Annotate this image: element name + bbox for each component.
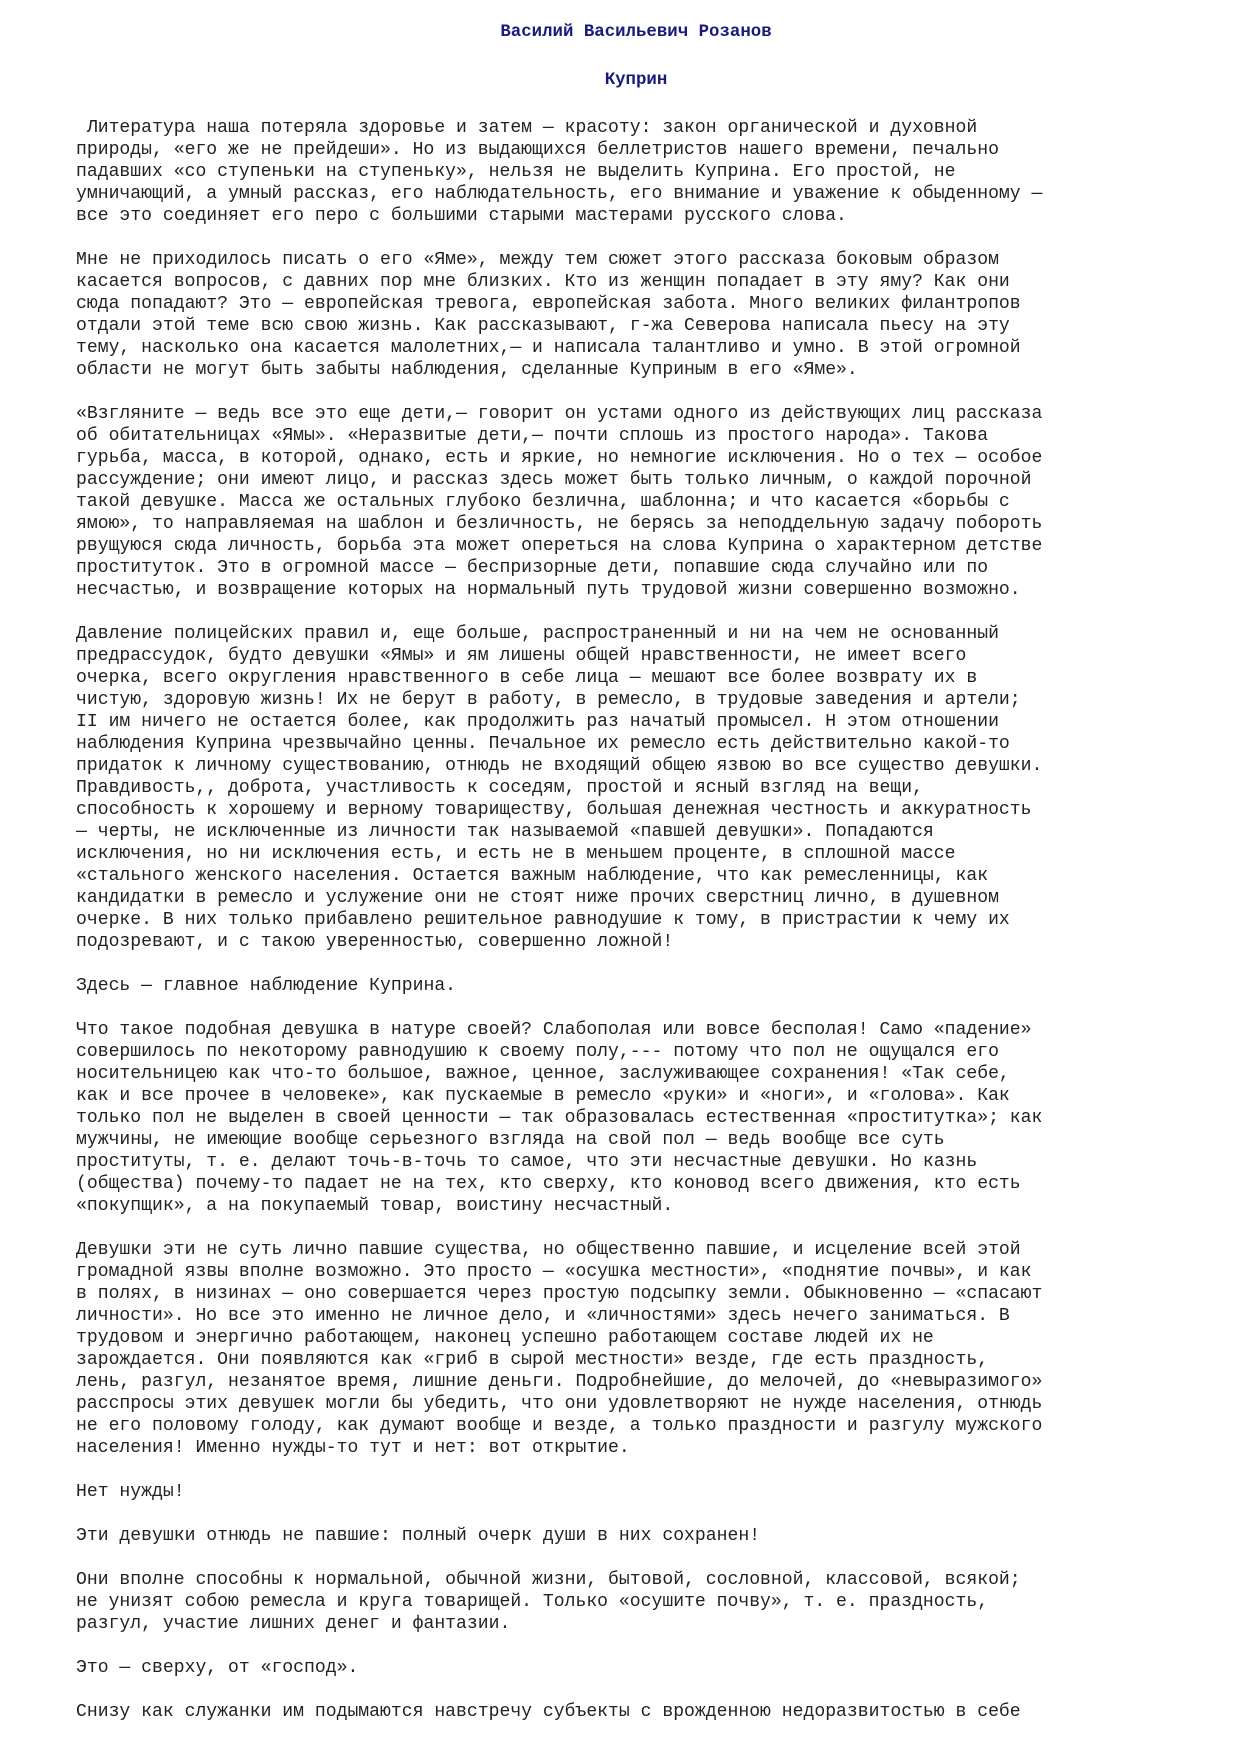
text-line: способность к хорошему и верному товариществу, большая денежная честность и аккуратность <box>76 800 1032 820</box>
text-line: сюда попадают? Это — европейская тревога, европейская забота. Много великих филантропов <box>76 294 1021 314</box>
text-line: проституты, т. е. делают точь-в-точь то самое, что эти несчастные девушки. Но казнь <box>76 1152 978 1172</box>
text-line: Эти девушки отнюдь не павшие: полный очерк души в них сохранен! <box>76 1526 761 1546</box>
paragraph <box>76 403 1186 601</box>
text-line: области не могут быть забыты наблюдения, сделанные Куприным в его «Яме». <box>76 360 858 380</box>
text-line: отдали этой теме всю свою жизнь. Как рассказывают, г-жа Северова написала пьесу на эту <box>76 316 1010 336</box>
text-line: (общества) почему-то падает не на тех, кто сверху, кто коновод всего движения, кто есть <box>76 1174 1021 1194</box>
text-line: об обитательницах «Ямы». «Неразвитые дети,— почти сплошь из простого народа». Такова <box>76 426 989 446</box>
text-line: «стального женского населения. Остается важным наблюдение, что как ремесленницы, как <box>76 866 989 886</box>
text-line: несчастью, и возвращение которых на нормальный путь трудовой жизни совершенно возможно. <box>76 580 1021 600</box>
text-line: очерке. В них только прибавлено решительное равнодушие к тому, в пристрастии к чему их <box>76 910 1010 930</box>
paragraph <box>76 1525 1186 1547</box>
text-line: «Взгляните — ведь все это еще дети,— говорит он устами одного из действующих лиц рассказа <box>76 404 1043 424</box>
text-line: тему, насколько она касается малолетних,— и написала талантливо и умно. В этой огромной <box>76 338 1021 358</box>
paragraph <box>76 1239 1186 1459</box>
text-line: Они вполне способны к нормальной, обычной жизни, бытовой, сословной, классовой, всякой; <box>76 1570 1021 1590</box>
text-line: лень, разгул, незанятое время, лишние деньги. Подробнейшие, до мелочей, до «невыразимого» <box>76 1372 1043 1392</box>
author-name: Василий Васильевич Розанов <box>500 23 772 42</box>
text-line: Это — сверху, от «господ». <box>76 1658 359 1678</box>
text-line: умничающий, а умный рассказ, его наблюдательность, его внимание и уважение к обыденному — <box>76 184 1043 204</box>
text-line: зарождается. Они появляются как «гриб в сырой местности» везде, где есть праздность, <box>76 1350 989 1370</box>
text-line: «покупщик», а на покупаемый товар, воистину несчастный. <box>76 1196 674 1216</box>
text-line: придаток к личному существованию, отнюдь не входящий общею язвою во все существо девушки. <box>76 756 1043 776</box>
document-page <box>76 22 1186 1745</box>
text-line: Девушки эти не суть лично павшие существа, но общественно павшие, и исцеление всей этой <box>76 1240 1021 1260</box>
text-line: предрассудок, будто девушки «Ямы» и ям лишены общей нравственности, не имеет всего <box>76 646 967 666</box>
text-line: все это соединяет его перо с большими старыми мастерами русского слова. <box>76 206 847 226</box>
text-line: природы, «его же не прейдеши». Но из выдающихся беллетристов нашего времени, печально <box>76 140 999 160</box>
text-line: личности». Но все это именно не личное дело, и «личностями» здесь нечего заниматься. В <box>76 1306 1010 1326</box>
text-line: — черты, не исключенные из личности так называемой «павшей девушки». Попадаются <box>76 822 934 842</box>
text-line: Нет нужды! <box>76 1482 185 1502</box>
text-line: в полях, в низинах — оно совершается через простую подсыпку земли. Обыкновенно — «спасают <box>76 1284 1043 1304</box>
text-line: мужчины, не имеющие вообще серьезного взгляда на свой пол — ведь вообще все суть <box>76 1130 945 1150</box>
text-line: Что такое подобная девушка в натуре своей? Слабополая или вовсе бесполая! Само «падение» <box>76 1020 1032 1040</box>
text-line: гурьба, масса, в которой, однако, есть и яркие, но немногие исключения. Но о тех — особое <box>76 448 1043 468</box>
paragraph <box>76 1019 1186 1217</box>
text-line: Давление полицейских правил и, еще больше, распространенный и ни на чем не основанный <box>76 624 999 644</box>
text-line: подозревают, и с такою уверенностью, совершенно ложной! <box>76 932 674 952</box>
text-line: Здесь — главное наблюдение Куприна. <box>76 976 457 996</box>
paragraph <box>76 249 1186 381</box>
text-line: ямою», то направляемая на шаблон и безличность, не берясь за неподдельную задачу побороть <box>76 514 1043 534</box>
paragraph <box>76 623 1186 953</box>
text-line: рассуждение; они имеют лицо, и рассказ здесь может быть только личным, о каждой порочной <box>76 470 1032 490</box>
paragraph <box>76 1657 1186 1679</box>
text-line: как и все прочее в человеке», как пускаемые в ремесло «руки» и «ноги», и «голова». Как <box>76 1086 1010 1106</box>
text-line: Правдивость,, доброта, участливость к соседям, простой и ясный взгляд на вещи, <box>76 778 923 798</box>
text-line: не унизят собою ремесла и круга товарищей. Только «осушите почву», т. е. праздность, <box>76 1592 989 1612</box>
text-line: Литература наша потеряла здоровье и затем — красоту: закон органической и духовной <box>76 118 978 138</box>
text-line: такой девушке. Масса же остальных глубоко безлична, шаблонна; и что касается «борьбы с <box>76 492 1010 512</box>
text-line: трудовом и энергично работающем, наконец успешно работающем составе людей их не <box>76 1328 934 1348</box>
text-line: чистую, здоровую жизнь! Их не берут в работу, в ремесло, в трудовые заведения и артели; <box>76 690 1021 710</box>
text-line: расспросы этих девушек могли бы убедить, что они удовлетворяют не нужде населения, отнюдь <box>76 1394 1043 1414</box>
text-line: Мне не приходилось писать о его «Яме», между тем сюжет этого рассказа боковым образом <box>76 250 999 270</box>
paragraph <box>76 975 1186 997</box>
text-line: II им ничего не остается более, как продолжить раз начатый промысел. Н этом отношении <box>76 712 999 732</box>
document-body <box>76 117 1186 1723</box>
text-line: только пол не выделен в своей ценности — так образовалась естественная «проститутка»; как <box>76 1108 1043 1128</box>
text-line: громадной язвы вполне возможно. Это просто — «осушка местности», «поднятие почвы», и как <box>76 1262 1032 1282</box>
text-line: рвущуюся сюда личность, борьба эта может опереться на слова Куприна о характерном детстве <box>76 536 1043 556</box>
text-line: населения! Именно нужды-то тут и нет: вот открытие. <box>76 1438 630 1458</box>
document-title: Куприн <box>604 71 668 90</box>
text-line: не его половому голоду, как думают вообще и везде, а только праздности и разгулу мужского <box>76 1416 1043 1436</box>
paragraph <box>76 1701 1186 1723</box>
text-line: кандидатки в ремесло и услужение они не стоят ниже прочих сверстниц лично, в душевном <box>76 888 999 908</box>
text-line: падавших «со ступеньки на ступеньку», нельзя не выделить Куприна. Его простой, не <box>76 162 956 182</box>
text-line: разгул, участие лишних денег и фантазии. <box>76 1614 511 1634</box>
text-line: касается вопросов, с давних пор мне близких. Кто из женщин попадает в эту яму? Как они <box>76 272 1010 292</box>
text-line: совершилось по некоторому равнодушию к своему полу,--- потому что пол не ощущался его <box>76 1042 999 1062</box>
text-line: Снизу как служанки им подымаются навстречу субъекты с врожденною недоразвитостью в себе <box>76 1702 1021 1722</box>
text-line: исключения, но ни исключения есть, и есть не в меньшем проценте, в сплошной массе <box>76 844 956 864</box>
paragraph <box>76 1569 1186 1635</box>
text-line: наблюдения Куприна чрезвычайно ценны. Печальное их ремесло есть действительно какой-то <box>76 734 1010 754</box>
paragraph <box>76 1481 1186 1503</box>
paragraph <box>76 117 1186 227</box>
text-line: очерка, всего округления нравственного в себе лица — мешают все более возврату их в <box>76 668 978 688</box>
text-line: носительницею как что-то большое, важное, ценное, заслуживающее сохранения! «Так себе, <box>76 1064 1010 1084</box>
text-line: проституток. Это в огромной массе — беспризорные дети, попавшие сюда случайно или по <box>76 558 989 578</box>
